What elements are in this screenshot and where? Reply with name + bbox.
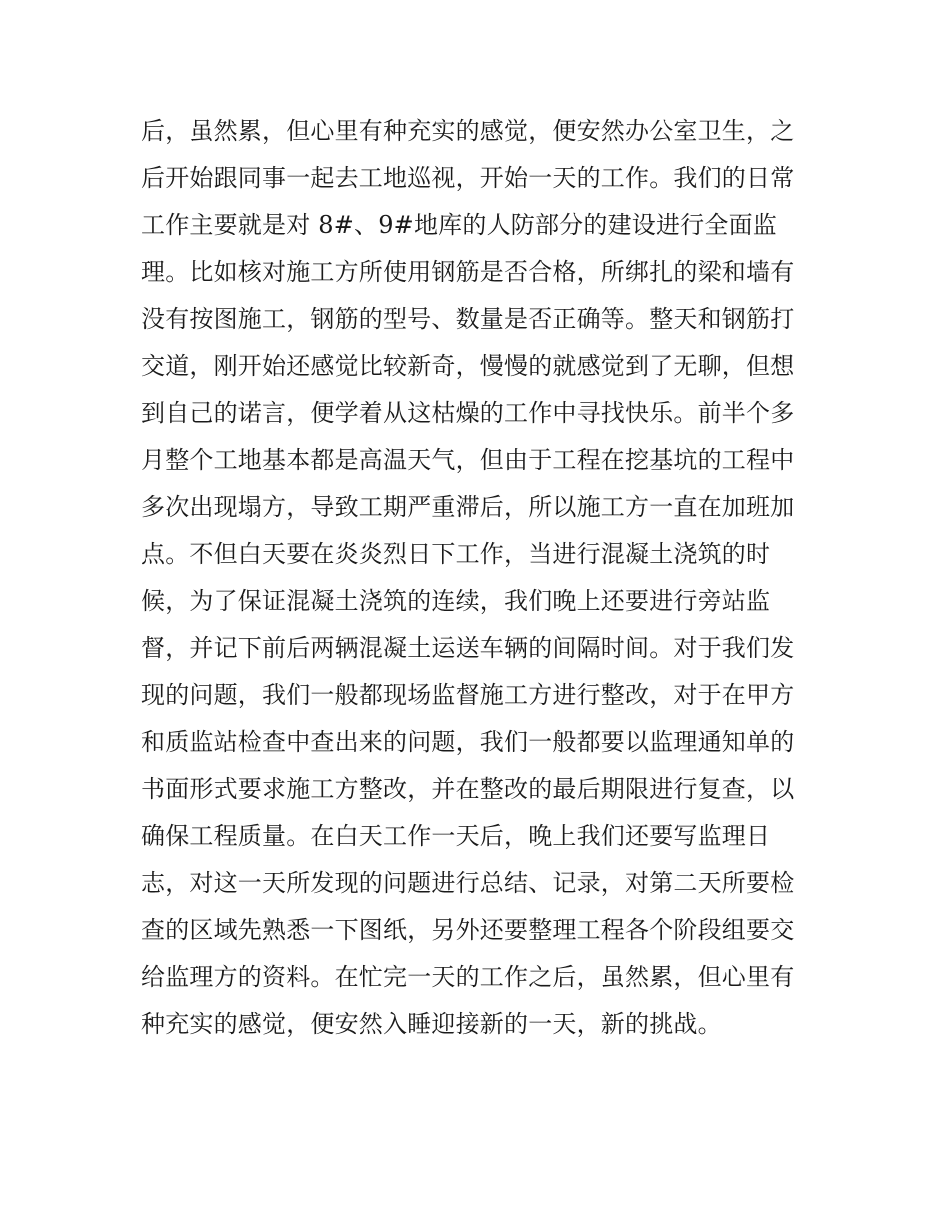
text-line: 和质监站检查中查出来的问题，我们一般都要以监理通知单的: [141, 728, 795, 756]
text-line: 种充实的感觉，便安然入睡迎接新的一天，新的挑战。: [141, 1010, 722, 1038]
text-line: 工作主要就是对 8#、9#地库的人防部分的建设进行全面监: [141, 211, 777, 239]
text-line: 后，虽然累，但心里有种充实的感觉，便安然办公室卫生，之: [141, 117, 795, 145]
text-line: 查的区域先熟悉一下图纸，另外还要整理工程各个阶段组要交: [141, 916, 795, 944]
text-line: 后开始跟同事一起去工地巡视，开始一天的工作。我们的日常: [141, 164, 795, 192]
text-line: 给监理方的资料。在忙完一天的工作之后，虽然累，但心里有: [141, 963, 795, 991]
text-line: 多次出现塌方，导致工期严重滞后，所以施工方一直在加班加: [141, 493, 795, 521]
text-line: 到自己的诺言，便学着从这枯燥的工作中寻找快乐。前半个多: [141, 399, 795, 427]
text-line: 点。不但白天要在炎炎烈日下工作，当进行混凝土浇筑的时: [141, 540, 771, 568]
text-line: 现的问题，我们一般都现场监督施工方进行整改，对于在甲方: [141, 681, 795, 709]
text-line: 候，为了保证混凝土浇筑的连续，我们晚上还要进行旁站监: [141, 587, 771, 615]
text-line: 交道，刚开始还感觉比较新奇，慢慢的就感觉到了无聊，但想: [141, 352, 795, 380]
text-line: 没有按图施工，钢筋的型号、数量是否正确等。整天和钢筋打: [141, 305, 795, 333]
text-line: 书面形式要求施工方整改，并在整改的最后期限进行复查，以: [141, 775, 795, 803]
text-line: 志，对这一天所发现的问题进行总结、记录，对第二天所要检: [141, 869, 795, 897]
text-line: 确保工程质量。在白天工作一天后，晚上我们还要写监理日: [141, 822, 771, 850]
text-line: 月整个工地基本都是高温天气，但由于工程在挖基坑的工程中: [141, 446, 795, 474]
body-text: [141, 108, 821, 1048]
text-line: 理。比如核对施工方所使用钢筋是否合格，所绑扎的梁和墙有: [141, 258, 795, 286]
text-line: 督，并记下前后两辆混凝土运送车辆的间隔时间。对于我们发: [141, 634, 795, 662]
